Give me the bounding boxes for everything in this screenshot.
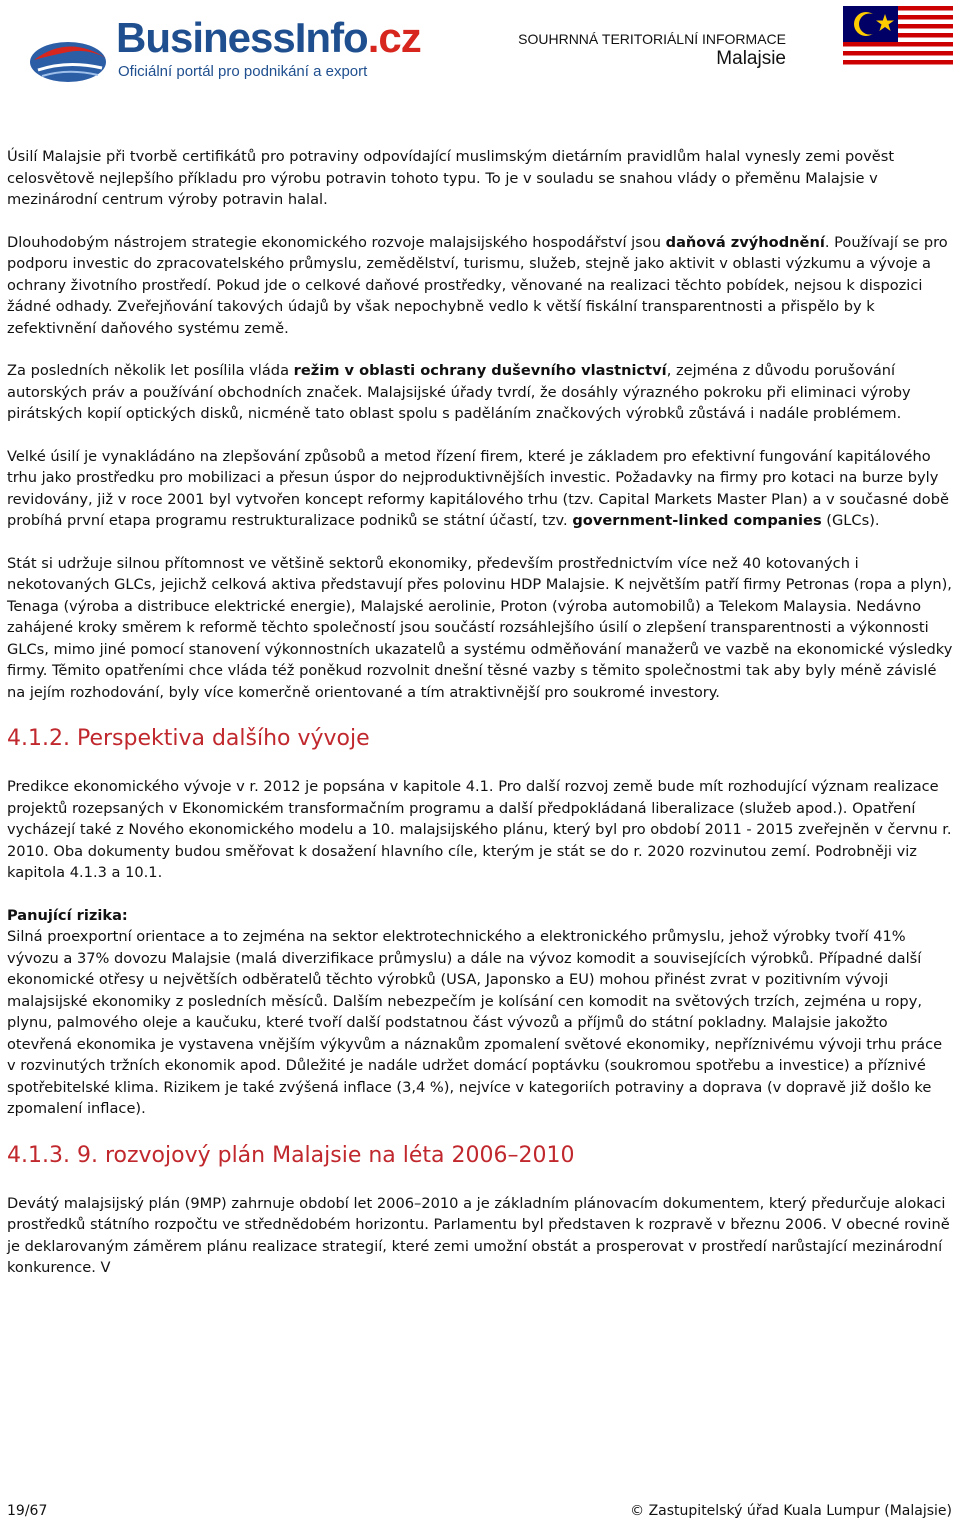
risks-title: Panující rizika: xyxy=(7,906,128,924)
paragraph-state-presence: Stát si udržuje silnou přítomnost ve většině sektorů ekonomiky, především prostřednictvím více než 40 kotovaných i nekotovaných GLCs, jejichž celková aktiva představují přes polovinu HDP Malajsie. K největším patří firmy Petronas (ropa a plyn), Tenaga (výroba a distribuce elektrické energie), Malajské aerolinie, Proton (výroba automobilů) a Telekom Malaysia. Nedávno zahájené kroky směrem k reformě těchto společností jsou součástí rozsáhlejšího úsilí o zlepšení transparentnosti a výkonnosti GLCs, mimo jiné pomocí stanovení výkonnostních ukazatelů a systému odměňování manažerů ve vazbě na ekonomické výsledky firmy. Těmito opatřeními chce vláda též poněkud rozvolnit dnešní těsné vazby s těmito společnostmi tak aby byly méně závislé na jejím rozhodování, byly více komerčně orientované a tím atraktivnější pro soukromé investory. xyxy=(7,554,953,701)
paragraph-corporate-governance: Velké úsilí je vynakládáno na zlepšování způsobů a metod řízení firem, které je základem pro efektivní fungování kapitálového trhu jako prostředku pro mobilizaci a přesun úspor do nejproduktivnějších investic. Požadavky na firmy pro kotaci na burze byly revidovány, již v roce 2001 byl vytvořen koncept reformy kapitálového trhu (tzv. Capital Markets Master Plan) a v současné době probíhá první etapa programu restrukturalizace podniků se státní účastí, tzv. government-linked companies (GLCs). xyxy=(7,447,949,529)
heading-4-1-3: 4.1.3. 9. rozvojový plán Malajsie na léta 2006–2010 xyxy=(7,1142,575,1168)
paragraph-risks: Silná proexportní orientace a to zejména na sektor elektrotechnického a elektronického průmyslu, jehož výrobky tvoří 41% vývozu a 37% dovozu Malajsie (malá diverzifikace průmyslu) a dále na vývoz komodit a souvisejících výrobků. Případné další ekonomické otřesy u největších odběratelů těchto výrobků (USA, Japonsko a EU) mohou přinést zvrat v pozitivním vývoji malajsijské ekonomiky z posledních měsíců. Dalším nebezpečím je kolísání cen komodit na světových trzích, zejména u ropy, plynu, palmového oleje a kaučuku, které tvoří další podstatnou část vývozů a příjmů do státní pokladny. Malajsie jakožto otevřená ekonomika je vystavena vnějším výkyvům a náznakům zpomalení světové ekonomiky, nepříznivému vývoji trhu práce v rozvinutých tržních ekonomik apod. Důležité je nadále udržet domácí poptávku (soukromou spotřebu a investice) a příznivé spotřebitelské klima. Rizikem je také zvýšená inflace (3,4 %), nejvíce v kategoriích potraviny a doprava (v dopravě již došlo ke zpomalení inflace). xyxy=(7,928,943,1117)
paragraph-outlook: Predikce ekonomického vývoje v r. 2012 je popsána v kapitole 4.1. Pro další rozvoj země bude mít rozhodující význam realizace projektů rozepsaných v Ekonomickém transformačním programu a další předpokládaná liberalizace (služeb apod.). Opatření vycházejí také z Nového ekonomického modelu a 10. malajsijského plánu, který byl pro období 2011 - 2015 zveřejněn v červnu r. 2010. Oba dokumenty budou směřovat k dosažení hlavního cíle, kterým je stát se do r. 2020 rozvinutou zemí. Podrobněji viz kapitola 4.1.3 a 10.1. xyxy=(7,778,952,881)
emphasis-glc: government-linked companies xyxy=(572,512,822,529)
logo-title: BusinessInfo.cz xyxy=(116,14,421,61)
page-header xyxy=(0,0,960,90)
section-label: SOUHRNNÁ TERITORIÁLNÍ INFORMACE xyxy=(518,31,786,47)
malaysia-flag-icon xyxy=(843,6,953,69)
paragraph-9mp: Devátý malajsijský plán (9MP) zahrnuje období let 2006–2010 a je základním plánovacím dokumentem, který předurčuje alokaci prostředků státního rozpočtu ve střednědobém horizontu. Parlamentu byl představen k rozpravě v březnu 2006. V obecné rovině je deklarovaným záměrem plánu realizace strategií, které zemi umožní obstát a prosperovat v prostředí narůstající mezinárodní konkurence. V xyxy=(7,1194,950,1276)
paragraph-halal: Úsilí Malajsie při tvorbě certifikátů pro potraviny odpovídající muslimským dietárním pravidlům halal vynesly zemi pověst celosvětově nejlepšího příkladu pro výrobu potravin tohoto typu. To je v souladu se snahou vlády o přeměnu Malajsie v mezinárodní centrum výroby potravin halal. xyxy=(7,148,895,208)
document-body xyxy=(7,146,953,1300)
emphasis-ip-regime: režim v oblasti ochrany duševního vlastnictví xyxy=(293,362,667,379)
paragraph-ip-protection: Za posledních několik let posílila vláda režim v oblasti ochrany duševního vlastnictví, zejména z důvodu porušování autorských práv a používání obchodních značek. Malajsijské úřady tvrdí, že dosáhly výrazného pokroku při eliminaci výroby pirátských kopií optických disků, nicméně tato oblast spolu s paděláním značkových výrobků zůstává i nadále problémem. xyxy=(7,362,911,422)
heading-4-1-2: 4.1.2. Perspektiva dalšího vývoje xyxy=(7,726,370,751)
page-number: 19/67 xyxy=(7,1503,48,1519)
emphasis-tax-incentives: daňová zvýhodnění xyxy=(665,233,825,251)
footer-copyright: © Zastupitelský úřad Kuala Lumpur (Malajsie) xyxy=(630,1503,952,1519)
country-name: Malajsie xyxy=(716,48,786,69)
logo-subtitle: Oficiální portál pro podnikání a export xyxy=(118,63,368,80)
businessinfo-logo-icon xyxy=(28,30,110,86)
paragraph-tax-incentives: Dlouhodobým nástrojem strategie ekonomického rozvoje malajsijského hospodářství jsou daňová zvýhodnění. Používají se pro podporu investic do zpracovatelského průmyslu, zemědělství, turismu, služeb, stejně jako aktivit v oblasti výzkumu a vývoje a ochrany životního prostředí. Pokud jde o celkové daňové prostředky, věnované na realizaci těchto pobídek, nejsou k dispozici žádné odhady. Zveřejňování takových údajů by však nepochybně vedlo k větší fiskální transparentnosti a přispělo by k zefektivnění daňového systému země. xyxy=(7,233,948,337)
